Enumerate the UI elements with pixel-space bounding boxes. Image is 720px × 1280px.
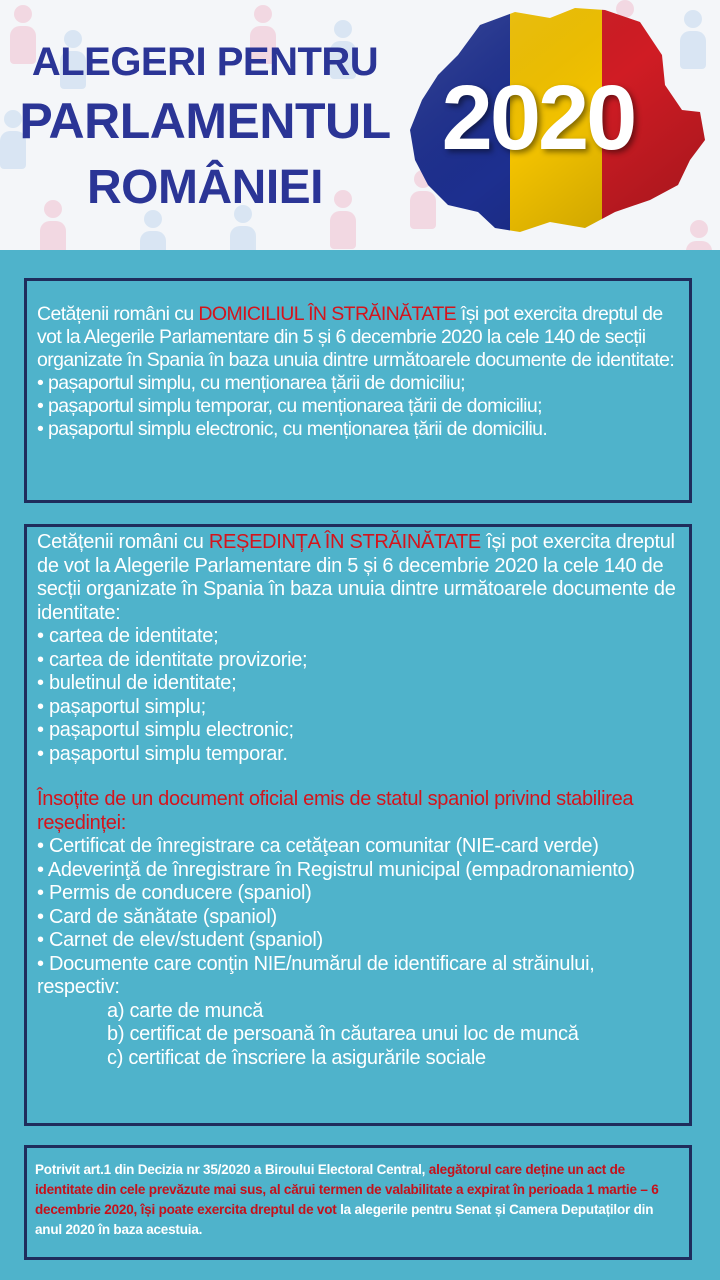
list-item: • Card de sănătate (spaniol) — [37, 905, 277, 928]
year-label: 2020 — [441, 67, 635, 169]
residence-highlight: REȘEDINȚA ÎN STRĂINĂTATE — [208, 531, 481, 553]
list-item: • cartea de identitate; — [37, 625, 219, 647]
person-icon — [140, 210, 166, 250]
residence-info-box — [24, 524, 692, 1126]
list-item: • pașaportul simplu temporar, cu menționarea țării de domiciliu; — [37, 395, 542, 417]
list-item: • Documente care conţin NIE/numărul de identificare al străinului, respectiv: — [37, 952, 595, 998]
domicile-highlight: DOMICILIUL ÎN STRĂINĂTATE — [198, 303, 457, 325]
list-item: • Certificat de înregistrare ca cetăţean comunitar (NIE-card verde) — [37, 835, 599, 857]
list-item: • buletinul de identitate; — [37, 672, 237, 694]
domicile-info-box — [24, 278, 692, 503]
title-line-2: PARLAMENTUL — [19, 93, 391, 149]
sub-list-item: c) certificat de înscriere la asigurările sociale — [107, 1046, 486, 1069]
list-item: • pașaportul simplu electronic, cu menționarea țării de domiciliu. — [37, 418, 548, 440]
list-item: • Permis de conducere (spaniol) — [37, 882, 312, 904]
list-item: • Adeverinţă de înregistrare în Registrul municipal (empadronamiento) — [37, 858, 635, 881]
legal-note-highlight: alegătorul care deține un act de identitate din cele prevăzute mai sus, al cărui termen de valabilitate a expirat în perioada 1 martie – 6 decembrie 2020, își poate exercita dreptul de vot — [35, 1162, 659, 1217]
header-banner — [0, 0, 720, 250]
list-item: • pașaportul simplu temporar. — [37, 742, 288, 765]
legal-note-text: Potrivit art.1 din Decizia nr 35/2020 a Biroului Electoral Central, alegătorul care deține un act de identitate din cele prevăzute mai sus, al cărui termen de valabilitate a expirat în perioada 1 martie – 6 decembrie 2020, își poate exercita dreptul de vot la alegerile pentru Senat și Camera Deputaților din anul 2020 în baza acestuia. — [35, 1162, 659, 1237]
list-item: • pașaportul simplu electronic; — [37, 719, 294, 741]
sub-list-item: a) carte de muncă — [107, 999, 264, 1022]
list-item: • pașaportul simplu; — [37, 695, 206, 718]
title-line-1: ALEGERI PENTRU — [31, 40, 379, 84]
list-item: • Carnet de elev/student (spaniol) — [37, 929, 323, 951]
legal-note-box — [24, 1145, 692, 1260]
domicile-intro: Cetățenii români cu DOMICILIUL ÎN STRĂINĂTATE își pot exercita dreptul de vot la Alegerile Parlamentare din 5 și 6 decembrie 2020 la cele 140 de secții organizate în Spania în baza unuia dintre următoarele documente de identitate: — [37, 303, 675, 371]
accompanied-heading: Însoțite de un document oficial emis de statul spaniol privind stabilirea reședinței: — [37, 788, 634, 834]
list-item: • pașaportul simplu, cu menționarea țării de domiciliu; — [37, 372, 465, 394]
sub-list-item: b) certificat de persoană în căutarea unui loc de muncă — [107, 1023, 579, 1045]
list-item: • cartea de identitate provizorie; — [37, 648, 308, 671]
title-line-3: ROMÂNIEI — [87, 161, 323, 214]
residence-intro: Cetățenii români cu REȘEDINȚA ÎN STRĂINĂTATE își pot exercita dreptul de vot la Alegerile Parlamentare din 5 și 6 decembrie 2020 la cele 140 de secții organizate în Spania în baza unuia dintre următoarele documente de identitate: — [37, 531, 676, 624]
